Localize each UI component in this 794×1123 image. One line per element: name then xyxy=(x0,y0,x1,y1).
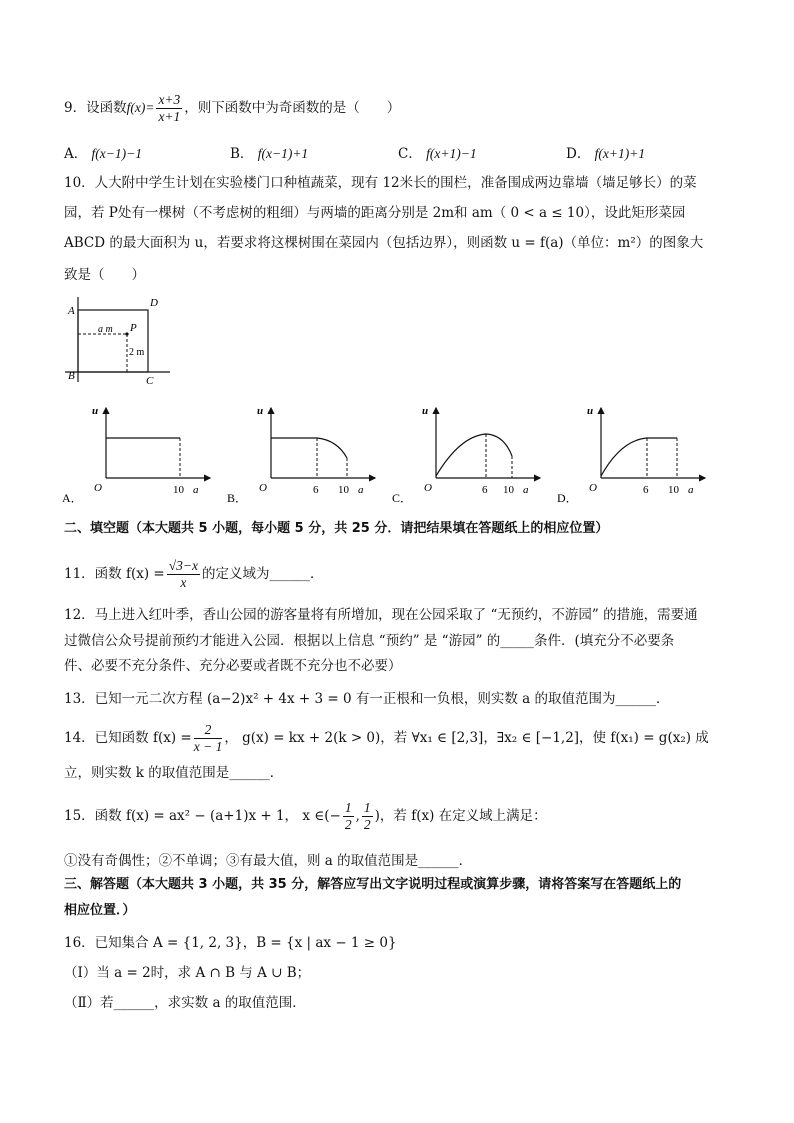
q9-option-b[interactable]: B． f(x−1)+1 xyxy=(230,146,309,162)
fig-label-d: D xyxy=(150,297,158,309)
section-3-heading-2: 相应位置．） xyxy=(64,903,136,918)
q10-line4: 致是（ ） xyxy=(64,267,145,283)
svg-text:u: u xyxy=(92,405,99,417)
fig-label-a: A xyxy=(68,305,75,317)
q14-stem: 14．已知函数 f(x) = $\frac{2}{x - 1}$ ， g(x) = kx + 2(k > 0)，若 ∀x₁ ∈ [2,3]，∃x₂ ∈ [−1,2]，使 f(x₁) = g(x₂) 成 xyxy=(64,722,709,754)
q16-line1: 16．已知集合 A = {1, 2, 3}，B = {x | ax − 1 ≥ 0} xyxy=(64,935,397,951)
svg-text:O: O xyxy=(589,482,597,494)
q11-stem: 11．函数 f(x) = $\frac{√3-x}{x}$ 的定义域为______． xyxy=(64,558,324,590)
graph-c xyxy=(392,405,540,505)
q9-option-d[interactable]: D． f(x+1)+1 xyxy=(566,146,646,162)
q10-graphs xyxy=(60,398,720,508)
fig-label-am: a m xyxy=(98,324,113,335)
q9-frac-den: x+1 xyxy=(158,109,181,124)
q9-stem-post: ，则下函数中为奇函数的是（ ） xyxy=(184,100,401,116)
graph-b xyxy=(227,405,375,505)
q12-line1: 12．马上进入红叶季，香山公园的游客量将有所增加，现在公园采取了 “无预约，不游园” 的措施，需要通 xyxy=(64,607,698,623)
q9-number: 9． xyxy=(64,100,87,116)
svg-text:10: 10 xyxy=(338,484,349,496)
q9-stem xyxy=(64,92,400,125)
q9-option-a[interactable]: A． f(x−1)−1 xyxy=(64,146,143,162)
svg-text:u: u xyxy=(422,405,429,417)
q12-line3: 件、必要不充分条件、充分必要或者既不充分也不必要） xyxy=(64,658,402,674)
q15-stem: 15．函数 f(x) = ax² − (a+1)x + 1， x ∈(− $\frac{1}{2}$ , $\frac{1}{2}$ )，若 f(x) 在定义域上满足： xyxy=(64,800,547,832)
q10-garden-figure xyxy=(60,292,180,387)
q10-line3: ABCD 的最大面积为 u，若要求将这棵树围在菜园内（包括边界），则函数 u = f(a)（单位：m²）的图象大 xyxy=(64,235,704,251)
svg-text:O: O xyxy=(259,482,267,494)
svg-text:O: O xyxy=(424,482,432,494)
q16-line2: （Ⅰ）当 a = 2时，求 A ∩ B 与 A ∪ B； xyxy=(64,965,311,981)
svg-text:6: 6 xyxy=(313,484,319,496)
svg-text:u: u xyxy=(587,405,594,417)
q16-line3: （Ⅱ）若______，求实数 a 的取值范围． xyxy=(64,995,306,1011)
fig-label-p: P xyxy=(130,322,137,334)
graph-a-label: A． xyxy=(62,491,83,505)
q15-line2: ①没有奇偶性；②不单调；③有最大值，则 a 的取值范围是______． xyxy=(64,853,473,869)
fig-label-c: C xyxy=(146,375,154,387)
fig-label-b: B xyxy=(68,370,75,382)
section-2-heading: 二、填空题（本大题共 5 小题，每小题 5 分，共 25 分．请把结果填在答题纸上的相应位置） xyxy=(64,521,609,536)
svg-text:a: a xyxy=(688,484,694,496)
q13-stem: 13．已知一元二次方程 (a−2)x² + 4x + 3 = 0 有一正根和一负根，则实数 a 的取值范围为______． xyxy=(64,691,670,707)
graph-c-label: C． xyxy=(392,491,413,505)
svg-text:a: a xyxy=(193,484,199,496)
svg-text:6: 6 xyxy=(482,484,488,496)
graph-a xyxy=(62,405,210,505)
svg-text:10: 10 xyxy=(173,484,184,496)
q12-line2: 过微信公众号提前预约才能进入公园．根据以上信息 “预约” 是 “游园” 的_____条件．(填充分不必要条 xyxy=(64,633,675,649)
svg-text:a: a xyxy=(358,484,364,496)
q11-fraction: $\frac{√3-x}{x}$ xyxy=(168,558,198,590)
svg-text:O: O xyxy=(94,482,102,494)
svg-text:10: 10 xyxy=(668,484,679,496)
q14-line2: 立，则实数 k 的取值范围是______． xyxy=(64,765,284,781)
q9-stem-pre: 设函数 xyxy=(86,100,127,116)
svg-text:6: 6 xyxy=(643,484,649,496)
q9-option-c[interactable]: C． f(x+1)−1 xyxy=(398,146,477,162)
q9-f-expr: f(x)= xyxy=(126,100,155,115)
q9-fraction xyxy=(156,92,182,125)
svg-text:u: u xyxy=(257,405,264,417)
graph-d-label: D． xyxy=(557,491,578,505)
q10-line2: 园，若 P处有一棵树（不考虑树的粗细）与两墙的距离分别是 2m和 am（ 0 < a ≤ 10），设此矩形菜园 xyxy=(64,205,686,221)
svg-text:10: 10 xyxy=(503,484,514,496)
q9-frac-num: x+3 xyxy=(158,92,181,107)
svg-text:a: a xyxy=(523,484,529,496)
q10-line1: 10．人大附中学生计划在实验楼门口种植蔬菜，现有 12米长的围栏，准备围成两边靠墙（墙足够长）的菜 xyxy=(64,175,697,191)
graph-d xyxy=(557,405,705,505)
graph-b-label: B． xyxy=(227,491,248,505)
section-3-heading-1: 三、解答题（本大题共 3 小题，共 35 分，解答应写出文字说明过程或演算步骤，请将答案写在答题纸上的 xyxy=(64,877,682,892)
fig-label-2m: 2 m xyxy=(129,347,145,358)
q14-fraction: $\frac{2}{x - 1}$ xyxy=(193,722,223,754)
